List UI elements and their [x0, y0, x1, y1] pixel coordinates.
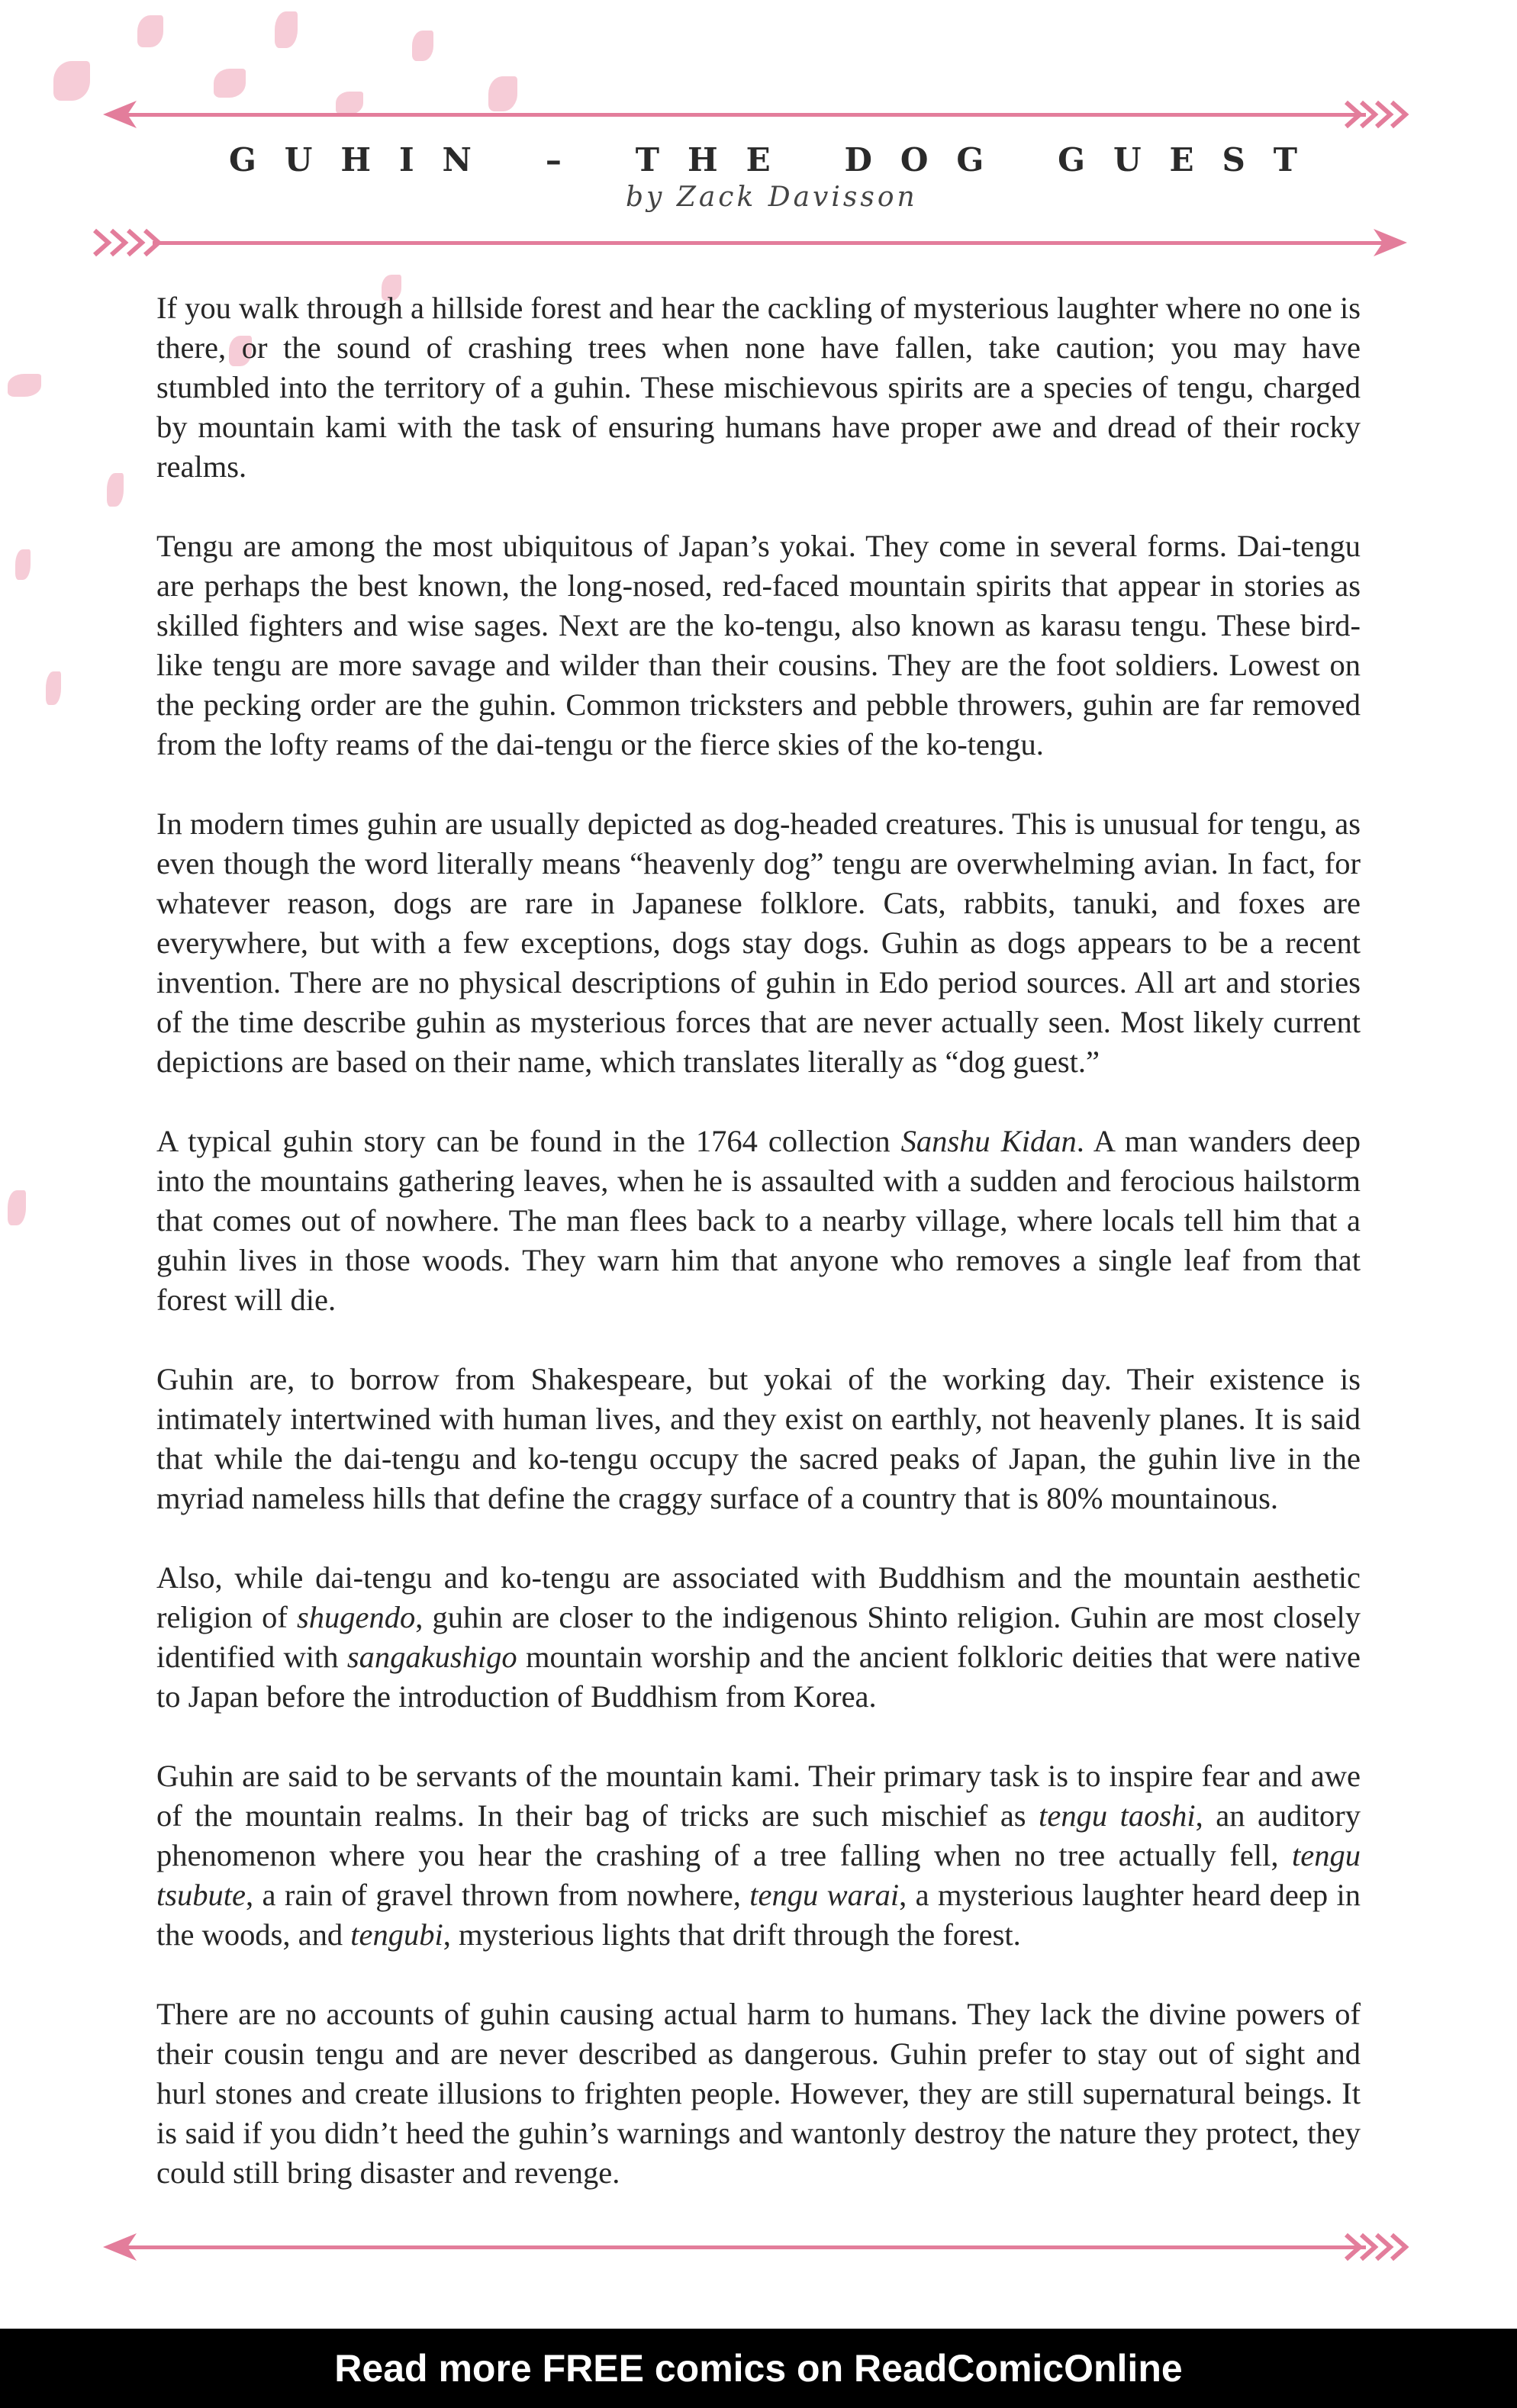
title-letter: T — [1273, 141, 1297, 179]
paragraph — [156, 1756, 1361, 1955]
title-letter: H — [687, 141, 718, 179]
paragraph — [156, 1558, 1361, 1717]
cherry-petal — [137, 15, 163, 47]
top-arrow-fletching-icon — [1343, 99, 1412, 130]
cherry-petal — [53, 61, 90, 101]
text-run: Also, while dai-tengu and ko-tengu are associated with Buddhism and the mountain aesthetic religion of — [156, 1560, 1361, 1634]
text-run: , mysterious lights that drift through the forest. — [443, 1917, 1021, 1952]
cherry-petal — [214, 69, 246, 98]
title-letter: I — [398, 141, 414, 179]
italic-term: tengu tsubute — [156, 1838, 1361, 1912]
bottom-arrow-head-icon — [103, 2233, 137, 2261]
header-arrow-line — [153, 241, 1389, 245]
header-arrow-fletching-icon — [92, 227, 168, 258]
cherry-petal — [412, 31, 433, 61]
text-run: mountain worship and the ancient folkloric deities that were native to Japan before the introduction of Buddhism from Korea. — [156, 1640, 1361, 1714]
paragraph: If you walk through a hillside forest and hear the cackling of mysterious laughter where no one is there, or the sound of crashing trees when none have fallen, take caution; you may have stumbled into the territory of a guhin. These mischievous spirits are a species of tengu, charged by mountain kami with the task of ensuring humans have proper awe and dread of their rocky realms. — [156, 291, 1361, 484]
title-letter: S — [1222, 141, 1245, 179]
paragraph: There are no accounts of guhin causing actual harm to humans. They lack the divine powers of their cousin tengu and are never described as dangerous. Guhin prefer to stay out of sight and hurl stones and create illusions to frighten people. However, they are still supernatural beings. It is said if you didn’t heed the guhin’s warnings and wantonly destroy the nature they protect, they could still bring disaster and revenge. — [156, 1997, 1361, 2190]
article-body — [156, 288, 1361, 2233]
page-title — [229, 141, 1297, 179]
title-letter: E — [746, 141, 771, 179]
paragraph: Tengu are among the most ubiquitous of Japan’s yokai. They come in several forms. Dai-tengu are perhaps the best known, the long-nosed, red-faced mountain spirits that appear in stories as skilled fighters and wise sages. Next are the ko-tengu, also known as karasu tengu. These bird-like tengu are more savage and wilder than their cousins. They are the foot soldiers. Lowest on the pecking order are the guhin. Common tricksters and pebble throwers, guhin are far removed from the lofty reams of the dai-tengu or the fierce skies of the ko-tengu. — [156, 529, 1361, 761]
cherry-petal — [15, 549, 31, 580]
text-run: , a mysterious laughter heard deep in the woods, and — [156, 1878, 1361, 1952]
title-letter: N — [442, 141, 472, 179]
cherry-petal — [488, 76, 517, 111]
cherry-petal — [46, 671, 61, 705]
bottom-arrow-fletching-icon — [1343, 2232, 1412, 2262]
title-letter: – — [545, 141, 562, 179]
title-letter: G — [1058, 141, 1086, 179]
text-run: Guhin are said to be servants of the mountain kami. Their primary task is to inspire fear and awe of the mountain realms. In their bag of tricks are such mischief as — [156, 1759, 1361, 1833]
cherry-petal — [8, 374, 41, 397]
footer-link[interactable]: Read more FREE comics on ReadComicOnline — [334, 2347, 1183, 2390]
italic-term: shugendo — [296, 1600, 416, 1634]
bottom-arrow-line — [114, 2245, 1366, 2249]
title-letter: T — [635, 141, 660, 179]
title-letter: U — [1113, 141, 1142, 179]
italic-term: tengubi — [350, 1917, 443, 1952]
title-letter: D — [844, 141, 872, 179]
header-arrow-head-icon — [1374, 229, 1407, 256]
text-run: , an auditory phenomenon where you hear the crashing of a tree falling when no tree actually fell, — [156, 1798, 1361, 1872]
paragraph: In modern times guhin are usually depicted as dog-headed creatures. This is unusual for tengu, as even though the word literally means “heavenly dog” tengu are overwhelming avian. In fact, for whatever reason, dogs are rare in Japanese folklore. Cats, rabbits, tanuki, and foxes are everywhere, but with a few exceptions, dogs stay dogs. Guhin as dogs appears to be a recent invention. There are no physical descriptions of guhin in Edo period sources. All art and stories of the time describe guhin as mysterious forces that are never actually seen. Most likely current depictions are based on their name, which translates literally as “dog guest.” — [156, 806, 1361, 1079]
cherry-petal — [8, 1190, 26, 1225]
top-arrow-head-icon — [103, 101, 137, 128]
italic-term: tengu taoshi — [1039, 1798, 1196, 1833]
title-letter: U — [284, 141, 313, 179]
cherry-petal — [275, 11, 298, 48]
text-run: , a rain of gravel thrown from nowhere, — [246, 1878, 750, 1912]
cherry-petal — [336, 92, 363, 114]
text-run: . A man wanders deep into the mountains gathering leaves, when he is assaulted with a sudden and ferocious hailstorm that comes out of nowhere. The man flees back to a nearby village, where locals tell him that a guhin lives in those woods. They warn him that anyone who removes a single leaf from that forest will die. — [156, 1124, 1361, 1317]
title-letter: G — [956, 141, 984, 179]
italic-term: sangakushigo — [346, 1640, 517, 1674]
byline: by Zack Davisson — [626, 182, 918, 213]
title-letter: E — [1169, 141, 1194, 179]
text-run: A typical guhin story can be found in the 1764 collection — [156, 1124, 901, 1158]
title-letter: H — [340, 141, 372, 179]
footer-banner — [0, 2329, 1517, 2408]
title-letter: O — [900, 141, 929, 179]
cherry-petal — [107, 473, 124, 507]
paragraph — [156, 1122, 1361, 1320]
top-arrow-line — [114, 113, 1366, 117]
paragraph: Guhin are, to borrow from Shakespeare, but yokai of the working day. Their existence is intimately intertwined with human lives, and they exist on earthly, not heavenly planes. It is said that while the dai-tengu and ko-tengu occupy the sacred peaks of Japan, the guhin live in the myriad nameless hills that define the craggy surface of a country that is 80% mountainous. — [156, 1362, 1361, 1515]
text-run: , guhin are closer to the indigenous Shinto religion. Guhin are most closely identified with — [156, 1600, 1361, 1674]
title-letter: G — [229, 141, 256, 179]
italic-term: tengu warai — [749, 1878, 900, 1912]
italic-term: Sanshu Kidan — [900, 1124, 1077, 1158]
